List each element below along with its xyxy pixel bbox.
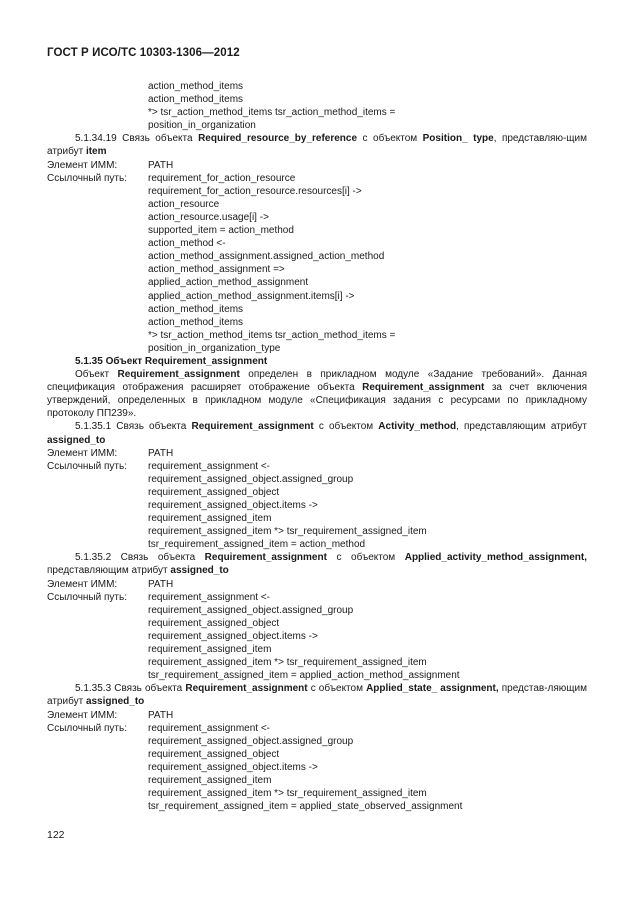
reference-path-line: tsr_requirement_assigned_item = action_method xyxy=(148,539,366,551)
reference-path-line: requirement_assigned_object xyxy=(148,748,280,760)
mapping-row xyxy=(47,578,587,591)
text-run: представляющим атрибут xyxy=(47,565,171,577)
mapping-row xyxy=(47,159,587,172)
reference-path-line: tsr_requirement_assigned_item = applied_action_method_assignment xyxy=(148,670,460,682)
mapping-label: Ссылочный путь: xyxy=(47,172,127,184)
reference-path-line: requirement_assigned_item xyxy=(148,644,272,656)
reference-path-line: action_method_items xyxy=(148,94,244,106)
paragraph xyxy=(47,420,587,446)
paragraph xyxy=(47,368,587,420)
text-run: с объектом xyxy=(313,421,379,433)
mapping-label: Ссылочный путь: xyxy=(47,722,127,734)
mapping-value: PATH xyxy=(148,447,174,459)
reference-path-line: requirement_assigned_object.items -> xyxy=(148,761,318,773)
reference-path-line: applied_action_method_assignment.items[i] -> xyxy=(148,290,355,302)
mapping-label: Ссылочный путь: xyxy=(47,591,127,603)
reference-path-line: position_in_organization xyxy=(148,120,256,132)
reference-path-line: requirement_assigned_item *> tsr_requirement_assigned_item xyxy=(148,657,427,669)
bold-term: Requirement_assignment xyxy=(204,552,327,564)
reference-path-line: requirement_for_action_resource.resources[i] -> xyxy=(148,185,362,197)
bold-term: item xyxy=(85,146,107,158)
mapping-row xyxy=(47,172,587,185)
reference-path-line: requirement_assigned_object xyxy=(148,617,280,629)
mapping-label: Элемент ИММ: xyxy=(47,159,118,171)
mapping-row xyxy=(47,722,587,735)
bold-term: Position_ type xyxy=(422,133,494,145)
text-run: представ-ляющим атрибут xyxy=(47,683,587,708)
text-run: с объектом xyxy=(307,683,367,695)
reference-path-line: applied_action_method_assignment xyxy=(148,277,309,289)
mapping-value: requirement_for_action_resource xyxy=(148,172,296,184)
text-run: , представляю-щим атрибут xyxy=(47,133,587,158)
section-heading: 5.1.35 Объект Requirement_assignment xyxy=(75,355,268,367)
text-run: Объект xyxy=(75,369,118,381)
mapping-value: requirement_assignment <- xyxy=(148,460,271,472)
document-body xyxy=(47,80,587,813)
text-run: с объектом xyxy=(326,552,405,564)
mapping-label: Элемент ИММ: xyxy=(47,578,118,590)
reference-path-line: requirement_assigned_object.assigned_group xyxy=(148,473,354,485)
mapping-value: requirement_assignment <- xyxy=(148,722,271,734)
text-run: определен в прикладном модуле «Задание требований». Данная спецификация отображения расширяет отображение объекта xyxy=(47,369,587,394)
paragraph xyxy=(47,682,587,708)
reference-path-line: *> tsr_action_method_items tsr_action_method_items = xyxy=(148,107,396,119)
mapping-value: PATH xyxy=(148,578,174,590)
page-header: ГОСТ Р ИСО/ТС 10303-1306—2012 xyxy=(47,47,240,59)
bold-term: Requirement_assignment xyxy=(185,683,308,695)
text-run: 5.1.35.1 Связь объекта xyxy=(75,421,192,433)
text-run: 5.1.34.19 Связь объекта xyxy=(75,133,199,145)
bold-term: Requirement_assignment xyxy=(191,421,314,433)
reference-path-line: requirement_assigned_item *> tsr_requirement_assigned_item xyxy=(148,788,427,800)
bold-term: assigned_to xyxy=(170,565,229,577)
text-run: за счет включения утверждений, определенных в прикладном модуле «Спецификация задания с ресурсами по прикладному протоколу ПП239». xyxy=(47,382,587,420)
mapping-value: PATH xyxy=(148,159,174,171)
text-run: , представляющим атрибут xyxy=(456,421,587,433)
mapping-row xyxy=(47,447,587,460)
mapping-label: Элемент ИММ: xyxy=(47,447,118,459)
mapping-value: PATH xyxy=(148,709,174,721)
mapping-value: requirement_assignment <- xyxy=(148,591,271,603)
reference-path-line: action_method_assignment => xyxy=(148,264,285,276)
bold-term: assigned_to xyxy=(85,696,145,708)
reference-path-line: requirement_assigned_item xyxy=(148,774,272,786)
reference-path-line: requirement_assigned_object.items -> xyxy=(148,500,318,511)
reference-path-line: requirement_assigned_item *> tsr_requirement_assigned_item xyxy=(148,526,427,538)
reference-path-line: action_method <- xyxy=(148,238,226,250)
text-run: 5.1.35.2 Связь объекта xyxy=(75,552,205,564)
reference-path-line: supported_item = action_method xyxy=(148,225,294,237)
mapping-row xyxy=(47,591,587,604)
text-run: с объектом xyxy=(357,133,423,145)
reference-path-line: tsr_requirement_assigned_item = applied_state_observed_assignment xyxy=(148,801,463,813)
bold-term: Applied_state_ assignment, xyxy=(366,683,499,695)
bold-term: Required_resource_by_reference xyxy=(198,133,358,145)
mapping-row xyxy=(47,709,587,722)
bold-term: assigned_to xyxy=(47,434,106,446)
bold-term: Requirement_assignment xyxy=(362,382,485,394)
bold-term: Applied_activity_method_assignment, xyxy=(404,552,587,564)
bold-term: Activity_method xyxy=(378,421,457,433)
page-number: 122 xyxy=(47,829,65,841)
text-run: 5.1.35.3 Связь объекта xyxy=(75,683,186,695)
reference-path-line: requirement_assigned_object.assigned_group xyxy=(148,735,354,747)
reference-path-line: *> tsr_action_method_items tsr_action_method_items = xyxy=(148,329,396,341)
reference-path-line: action_resource.usage[i] -> xyxy=(148,211,269,223)
paragraph xyxy=(47,132,587,158)
mapping-label: Элемент ИММ: xyxy=(47,709,118,721)
reference-path-line: requirement_assigned_item xyxy=(148,513,272,525)
reference-path-line: action_method_items xyxy=(148,81,244,92)
reference-path-line: requirement_assigned_object.items -> xyxy=(148,630,318,642)
mapping-label: Ссылочный путь: xyxy=(47,460,127,472)
reference-path-line: action_resource xyxy=(148,198,220,210)
reference-path-line: position_in_organization_type xyxy=(148,342,281,354)
paragraph xyxy=(47,551,587,577)
reference-path-line: requirement_assigned_object xyxy=(148,486,280,498)
bold-term: Requirement_assignment xyxy=(117,369,240,381)
mapping-row xyxy=(47,460,587,473)
reference-path-line: action_method_assignment.assigned_action_method xyxy=(148,251,385,263)
reference-path-line: requirement_assigned_object.assigned_group xyxy=(148,604,354,616)
reference-path-line: action_method_items xyxy=(148,316,244,328)
reference-path-line: action_method_items xyxy=(148,303,244,315)
